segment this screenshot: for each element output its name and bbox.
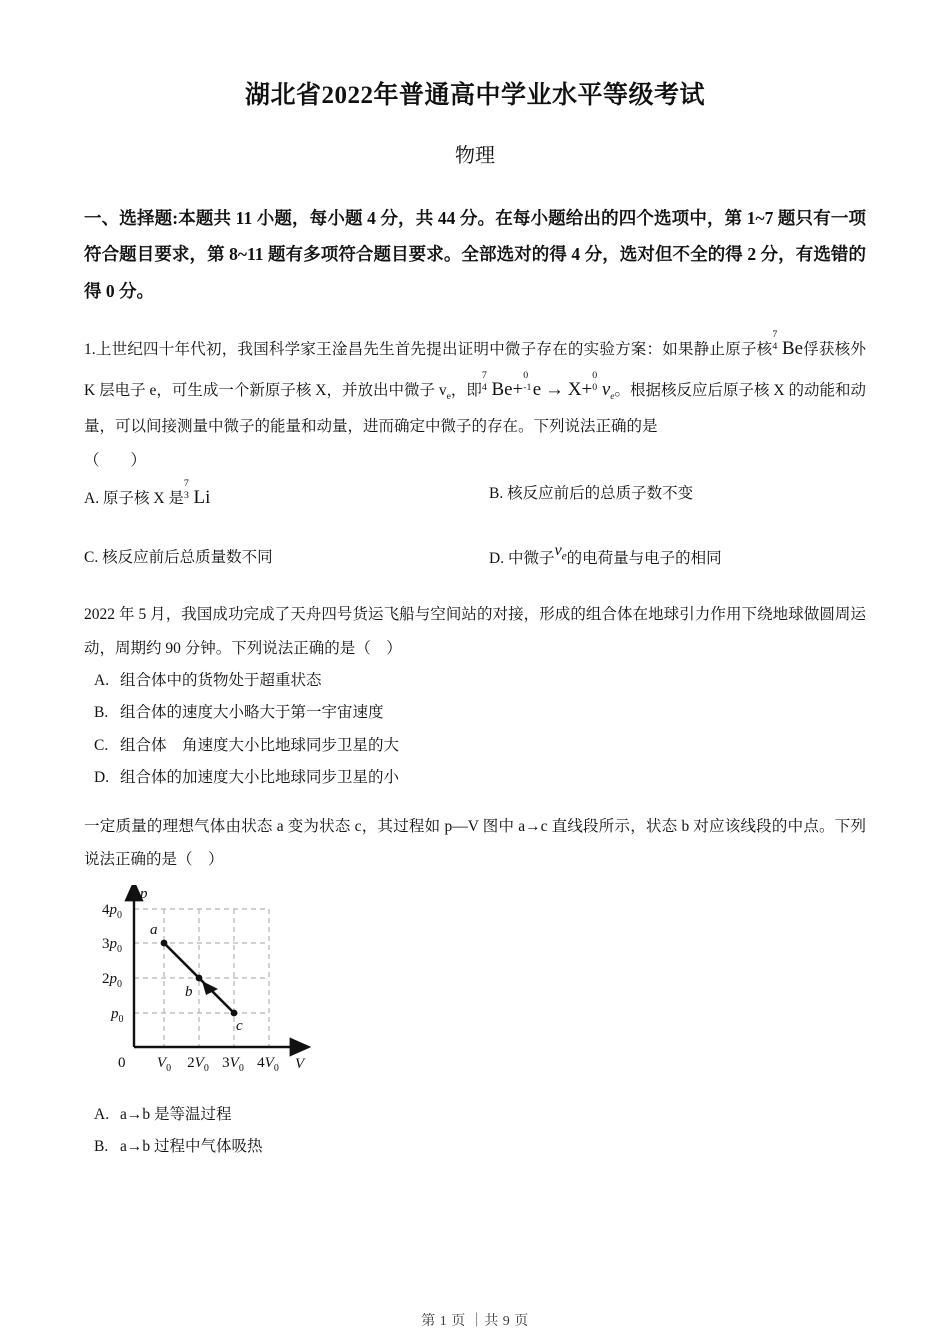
option-1-D-text-before: 中微子 — [507, 549, 555, 567]
option-2-D-label: D. — [94, 768, 110, 786]
y-tick-labels — [102, 902, 124, 1025]
point-b-label: b — [185, 983, 193, 1000]
option-2-B-text: 组合体的速度大小略大于第一宇宙速度 — [120, 704, 384, 722]
question-1-options-row-2 — [84, 541, 866, 577]
question-1-answer-blank[interactable]: （ ） — [84, 451, 147, 469]
page-footer: 第 1 页 ｜共 9 页 — [421, 1314, 529, 1329]
option-1-A-label: A. — [84, 490, 100, 508]
question-1-stem-part1: 上世纪四十年代初，我国科学家王淦昌先生首先提出证明中微子存在的实验方案：如果静止原子核 — [95, 341, 773, 359]
question-1-stem-part2: 俘获核外 K 层电子 e，可生成一个新原子核 X，并放出中微子 v — [84, 341, 866, 399]
option-1-D-label: D. — [489, 549, 505, 567]
option-3-A-text: a→b 是等温过程 — [120, 1105, 232, 1123]
question-1-stem — [84, 329, 866, 444]
option-1-B-label: B. — [489, 485, 504, 503]
option-1-B-text: 核反应前后的总质子数不变 — [507, 485, 694, 503]
svg-text:4p0: $4p_0$ — [102, 901, 122, 921]
neutrino-symbol: $v_e$ — [554, 541, 567, 563]
option-2-C[interactable] — [84, 730, 866, 762]
svg-text:3p0: $3p_0$ — [102, 935, 122, 955]
point-c — [231, 1009, 238, 1016]
question-1-number: 1. — [84, 341, 96, 359]
question-1-stem-part2b: ，即 — [450, 381, 482, 399]
nuclide-li-7: 7 3 Li — [183, 477, 211, 509]
option-3-B-text: a→b 过程中气体吸热 — [120, 1137, 263, 1155]
option-3-B-label: B. — [94, 1137, 109, 1155]
option-2-B-label: B. — [94, 704, 109, 722]
point-c-label: c — [236, 1017, 243, 1034]
option-3-A[interactable] — [84, 1099, 866, 1131]
nuclide-be-7: 7 4 Be — [772, 328, 804, 360]
pv-diagram — [84, 885, 866, 1085]
option-2-A[interactable] — [84, 665, 866, 697]
option-2-A-label: A. — [94, 672, 110, 690]
subject-title: 物理 — [455, 145, 495, 167]
option-2-C-text: 组合体 角速度大小比地球同步卫星的大 — [120, 736, 400, 754]
option-1-A[interactable] — [84, 477, 475, 519]
point-a-label: a — [150, 921, 158, 938]
question-1-stem-part3: 。根据核反应后原子核 X 的动能和动量，可以间接测量中微子的能量和动量，进而确定中微子的存在。下列说法正确的是 — [84, 381, 867, 436]
neutrino-subscript: e — [446, 390, 451, 402]
svg-text:2V0: $2V_0$ — [187, 1054, 209, 1074]
question-1 — [84, 329, 866, 576]
option-3-B[interactable] — [84, 1131, 866, 1163]
svg-text:p0: $p_0$ — [111, 1005, 124, 1025]
point-a — [161, 939, 168, 946]
option-1-C[interactable] — [84, 541, 475, 577]
svg-text:4V0: $4V_0$ — [257, 1054, 279, 1074]
point-b — [196, 974, 203, 981]
pv-diagram-svg — [92, 885, 312, 1085]
option-1-D[interactable] — [475, 541, 866, 577]
option-1-A-text: 原子核 X 是 — [102, 490, 184, 508]
origin-label: 0 — [118, 1054, 126, 1071]
option-1-B[interactable] — [475, 477, 866, 519]
option-3-A-label: A. — [94, 1105, 110, 1123]
option-2-D-text: 组合体的加速度大小比地球同步卫星的小 — [120, 768, 400, 786]
svg-text:3V0: $3V_0$ — [222, 1054, 244, 1074]
question-3-stem: 一定质量的理想气体由状态 a 变为状态 c，其过程如 p—V 图中 a→c 直线段所示，状态 b 对应该线段的中点。下列说法正确的是（ ） — [84, 818, 866, 869]
x-axis-label: V — [295, 1055, 305, 1072]
y-axis-label: p — [140, 885, 148, 902]
option-2-A-text: 组合体中的货物处于超重状态 — [120, 672, 322, 690]
question-3 — [84, 810, 866, 1163]
option-1-C-text: 核反应前后总质量数不同 — [102, 548, 273, 566]
question-2-stem: 2022 年 5 月，我国成功完成了天舟四号货运飞船与空间站的对接，形成的组合体在地球引力作用下绕地球做圆周运动，周期约 90 分钟。下列说法正确的是（ ） — [84, 606, 866, 657]
option-2-B[interactable] — [84, 697, 866, 729]
option-2-D[interactable] — [84, 762, 866, 794]
question-1-options-row-1 — [84, 477, 866, 519]
question-2 — [84, 598, 866, 794]
section-instruction: 一、选择题:本题共 11 小题，每小题 4 分，共 44 分。在每小题给出的四个选项中，第 1~7 题只有一项符合题目要求，第 8~11 题有多项符合题目要求。全部选对的得 4 分，选对但不全的得 2 分，有选错的得 0 分。 — [84, 208, 866, 301]
option-2-C-label: C. — [94, 736, 109, 754]
option-1-D-text-after: 的电荷量与电子的相同 — [566, 549, 722, 567]
svg-text:2p0: $2p_0$ — [102, 970, 122, 990]
option-1-C-label: C. — [84, 548, 99, 566]
x-tick-labels — [157, 1055, 279, 1074]
svg-text:V0: $V_0$ — [156, 1054, 172, 1074]
nuclear-reaction-equation: 7 4 Be+ 0 -1 e → X+ 0 0 $v_e$ — [481, 369, 615, 402]
page-title: 湖北省2022年普通高中学业水平等级考试 — [244, 82, 705, 109]
